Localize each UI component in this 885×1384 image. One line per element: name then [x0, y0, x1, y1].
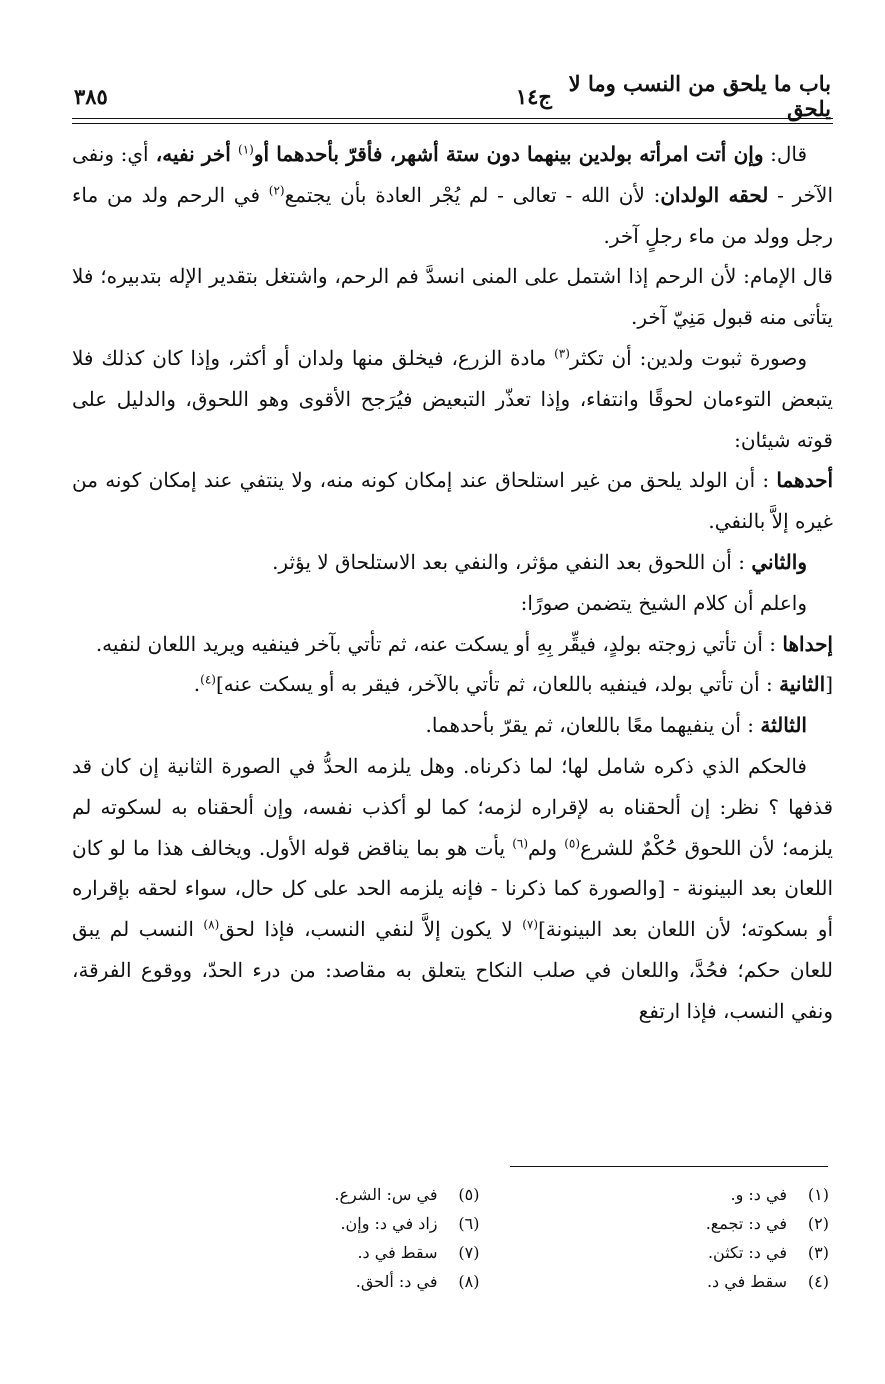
- text-run: قال:: [763, 142, 808, 166]
- paragraph-6: واعلم أن كلام الشيخ يتضمن صورًا:: [520, 590, 807, 615]
- paragraph-10: [72, 746, 833, 1032]
- footnote-text: في د: و.: [730, 1185, 787, 1204]
- text-run: لا يكون إلاَّ لنفي النسب، فإذا لحق: [219, 917, 523, 942]
- footnote-ref-1[interactable]: (١): [238, 142, 254, 157]
- text-run: : أن ينفيهما معًا باللعان، ثم يقرّ بأحدهما.: [425, 713, 761, 738]
- footnote-number: (٧): [458, 1243, 480, 1262]
- footnotes: [230, 1180, 829, 1296]
- text-run: .: [193, 672, 201, 697]
- paragraph-5: [72, 542, 833, 583]
- footnote-item: [230, 1238, 480, 1267]
- paragraph-7: [72, 624, 833, 665]
- header-rule-bottom: [72, 123, 833, 124]
- point-label: الثانية: [779, 672, 826, 697]
- paragraph-1: [72, 134, 833, 256]
- text-run: : أن تأتي بولد، فينفيه باللعان، ثم تأتي بالآخر، فيقر به أو يسكت عنه]: [215, 672, 780, 697]
- footnote-text: سقط في د.: [706, 1272, 787, 1291]
- footnote-ref-2[interactable]: (٢): [268, 183, 285, 198]
- footnote-item: [580, 1238, 830, 1267]
- footnote-number: (٤): [807, 1272, 829, 1291]
- footnote-item: [580, 1180, 830, 1209]
- paragraph-4: [72, 460, 833, 542]
- footnote-item: [230, 1180, 480, 1209]
- footnote-item: [230, 1209, 480, 1238]
- text-run: : أن تأتي زوجته بولدٍ، فيقِّر بِهِ أو يسكت عنه، ثم تأتي بآخر فينفيه ويريد اللعان لنفيه.: [95, 631, 783, 656]
- footnote-item: [580, 1267, 830, 1296]
- footnote-ref-7[interactable]: (٧): [522, 917, 539, 932]
- text-run: في الرحم ولد من ماء رجل وولد من ماء رجلٍ آخر.: [72, 182, 833, 248]
- footnote-ref-3[interactable]: (٣): [554, 346, 570, 361]
- matn-text: أخر نفيه،: [148, 142, 239, 166]
- paragraph-9: [72, 705, 833, 746]
- footnotes-column-right: [580, 1180, 830, 1296]
- footnote-number: (٥): [458, 1185, 480, 1204]
- paragraph-8: [72, 664, 833, 705]
- footnote-text: في د: ألحق.: [355, 1272, 438, 1291]
- footnote-ref-8[interactable]: (٨): [203, 917, 220, 932]
- footnote-ref-4[interactable]: (٤): [200, 672, 216, 687]
- footnote-number: (٢): [807, 1214, 829, 1233]
- text-run: أي: ونفى الآخر -: [72, 142, 834, 207]
- point-label: إحداها: [782, 631, 833, 656]
- point-label: والثاني: [751, 549, 807, 574]
- footnote-number: (١): [807, 1185, 829, 1204]
- text-run: : أن اللحوق بعد النفي مؤثر، والنفي بعد الاستلحاق لا يؤثر.: [272, 549, 752, 574]
- header-left-group: [74, 84, 552, 109]
- text-run: : لأن الله - تعالى - لم يُجْر العادة بأن يجتمع: [284, 182, 661, 207]
- footnote-separator: [510, 1166, 828, 1167]
- matn-text: وإن أتت امرأته بولدين بينهما دون ستة أشهر، فأقرّ بأحدهما أو: [253, 142, 764, 166]
- footnote-text: زاد في د: وإن.: [340, 1214, 438, 1233]
- bracket: [: [825, 672, 833, 697]
- footnote-text: سقط في د.: [357, 1243, 438, 1262]
- paragraph-2: قال الإمام: لأن الرحم إذا اشتمل على المنى انسدَّ فم الرحم، واشتغل بتقدير الإله بتدبيره؛ فلا يتأتى منه قبول مَنِيّ آخر.: [72, 264, 833, 330]
- point-label: أحدهما: [776, 468, 833, 493]
- footnote-number: (٦): [458, 1214, 480, 1233]
- point-label: الثالثة: [760, 713, 807, 738]
- footnotes-column-left: [230, 1180, 480, 1296]
- chapter-title: باب ما يلحق من النسب وما لا يلحق: [568, 71, 831, 121]
- main-text: [72, 134, 833, 1032]
- footnote-text: في د: تكثن.: [707, 1243, 787, 1262]
- footnote-item: [580, 1209, 830, 1238]
- text-run: : أن الولد يلحق من غير استلحاق عند إمكان كونه منه، ولا ينتفي عند إمكان كونه من غيره إلاَّ بالنفي.: [72, 468, 833, 534]
- footnote-number: (٣): [807, 1243, 829, 1262]
- footnote-ref-5[interactable]: (٥): [564, 835, 581, 850]
- text-run: مادة الزرع، فيخلق منها ولدان أو أكثر، وإذا كان كذلك فلا يتبعض التوءمان لحوقًا وانتفاء، وإذا تعذّر التبعيض فيُرَجح الأقوى وهو اللحوق، والدليل على قوته شيئان:: [72, 345, 833, 452]
- footnote-text: في د: تجمع.: [705, 1214, 787, 1233]
- matn-text: لحقه الولدان: [660, 182, 769, 207]
- footnote-text: في س: الشرع.: [334, 1185, 438, 1204]
- text-run: ولم: [528, 835, 565, 860]
- text-run: يأت هو بما يناقض قوله الأول. ويخالف هذا ما لو كان اللعان بعد البينونة - [والصورة كما ذكرنا - فإنه يلزمه الحد على كل حال، سواء لحقه بإقراره أو بسكوته؛ لأن اللعان بعد البينونة]: [72, 835, 833, 942]
- volume-label: ج١٤: [515, 83, 552, 109]
- header-rule-top: [72, 118, 833, 119]
- paragraph-3: [72, 338, 833, 460]
- text-run: فالحكم الذي ذكره شامل لها؛ لما ذكرناه. وهل يلزمه الحدُّ في الصورة الثانية إن كان قد قذفها ؟ نظر: إن ألحقناه به لإقراره لزمه؛ كما لو أكذب نفسه، وإن ألحقناه به لسكوته لم يلزمه؛ لأن اللحوق حُكْمٌ للشرع: [72, 753, 833, 860]
- footnote-item: [230, 1267, 480, 1296]
- text-run: وصورة ثبوت ولدين: أن تكثر: [569, 345, 807, 370]
- page-number: ٣٨٥: [74, 83, 108, 109]
- running-header: [74, 71, 831, 121]
- footnote-ref-6[interactable]: (٦): [512, 835, 529, 850]
- footnote-number: (٨): [458, 1272, 480, 1291]
- text-run: النسب لم يبق للعان حكم؛ فحُدَّ، واللعان في صلب النكاح يتعلق به مقاصد: من درء الحدّ، ووقوع الفرقة، ونفي النسب، فإذا ارتفع: [72, 917, 833, 1023]
